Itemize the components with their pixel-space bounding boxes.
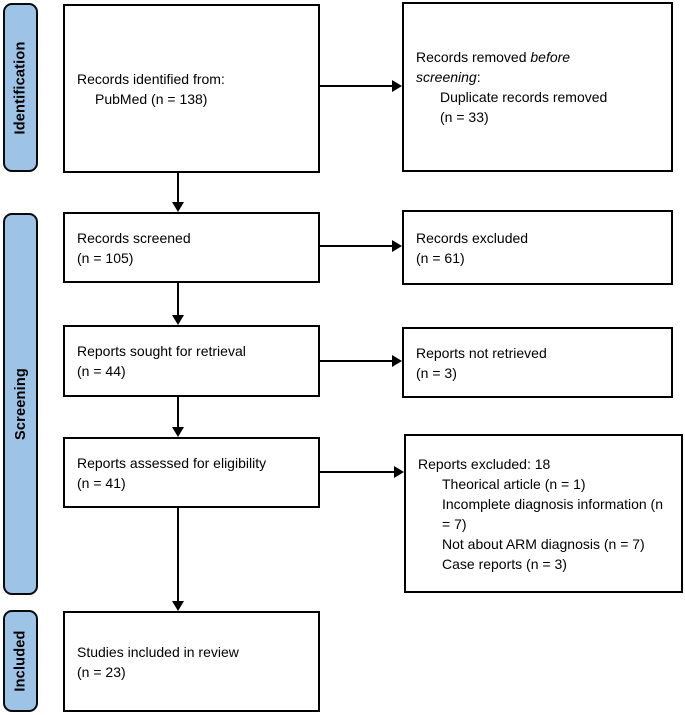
records-excluded-line1: Records excluded [416, 229, 529, 246]
flow-box-records-identified [63, 4, 320, 173]
stage-label-screening [3, 213, 38, 595]
arrow-assessed-to-included [177, 508, 179, 602]
stage-label-included-text: Included [12, 630, 29, 692]
reports-excluded-title: Reports excluded: 18 [418, 455, 551, 472]
reports-excluded-reason: Theorical article (n = 1) [442, 475, 586, 492]
arrowhead-right-icon [392, 240, 402, 252]
records-removed-line1 [416, 47, 665, 87]
reports-excluded-reason: Case reports (n = 3) [442, 555, 567, 572]
stage-label-screening-text: Screening [12, 368, 29, 440]
arrowhead-down-icon [172, 315, 184, 325]
arrowhead-down-icon [172, 601, 184, 611]
reports-not-retrieved-line2: (n = 3) [416, 364, 457, 381]
records-removed-detail-line1: Duplicate records removed [440, 89, 608, 105]
flow-box-reports-not-retrieved [402, 327, 673, 398]
arrowhead-right-icon [392, 80, 402, 92]
stage-label-identification [3, 3, 38, 172]
records-removed-detail-line2: (n = 33) [440, 109, 489, 125]
reports-assessed-line1: Reports assessed for eligibility [77, 454, 267, 471]
records-screened-line1: Records screened [77, 229, 191, 246]
studies-included-line1: Studies included in review [77, 643, 239, 660]
records-removed-colon: : [476, 69, 481, 85]
reports-sought-line1: Reports sought for retrieval [77, 343, 246, 359]
arrow-sought-to-assessed [177, 397, 179, 428]
records-identified-line2: PubMed (n = 138) [95, 90, 208, 107]
records-removed-prefix: Records removed [416, 49, 527, 65]
arrow-screened-to-excluded [320, 245, 393, 247]
reports-assessed-line2: (n = 41) [77, 474, 126, 491]
records-removed-detail [440, 87, 665, 127]
studies-included-line2: (n = 23) [77, 663, 126, 680]
arrow-screened-to-sought [177, 283, 179, 316]
stage-label-identification-text: Identification [12, 40, 29, 135]
records-removed-italic-2: screening [416, 69, 477, 85]
flow-box-records-excluded [402, 210, 673, 285]
arrow-assessed-to-reports-excluded [320, 471, 395, 473]
arrow-identified-to-removed [320, 85, 393, 87]
arrowhead-down-icon [172, 427, 184, 437]
stage-label-included [3, 610, 38, 712]
reports-sought-line2: (n = 44) [77, 363, 126, 379]
records-screened-line2: (n = 105) [77, 249, 134, 266]
flow-box-reports-sought [63, 325, 320, 397]
flow-box-studies-included [63, 611, 320, 712]
arrowhead-right-icon [394, 466, 404, 478]
flow-box-records-removed [402, 2, 673, 172]
records-excluded-line2: (n = 61) [416, 249, 465, 266]
flow-box-reports-assessed [63, 437, 320, 508]
arrow-sought-to-not-retrieved [320, 360, 393, 362]
arrowhead-right-icon [392, 355, 402, 367]
records-identified-line1: Records identified from: [77, 70, 225, 87]
arrowhead-down-icon [172, 202, 184, 212]
flow-box-reports-excluded [404, 434, 683, 593]
reports-excluded-reason: Incomplete diagnosis information (n = 7) [442, 495, 664, 532]
records-removed-italic-1: before [530, 49, 571, 65]
arrow-identified-to-screened [177, 173, 179, 203]
flow-box-records-screened [63, 212, 320, 283]
reports-not-retrieved-line1: Reports not retrieved [416, 344, 547, 361]
reports-excluded-reason: Not about ARM diagnosis (n = 7) [442, 535, 645, 552]
